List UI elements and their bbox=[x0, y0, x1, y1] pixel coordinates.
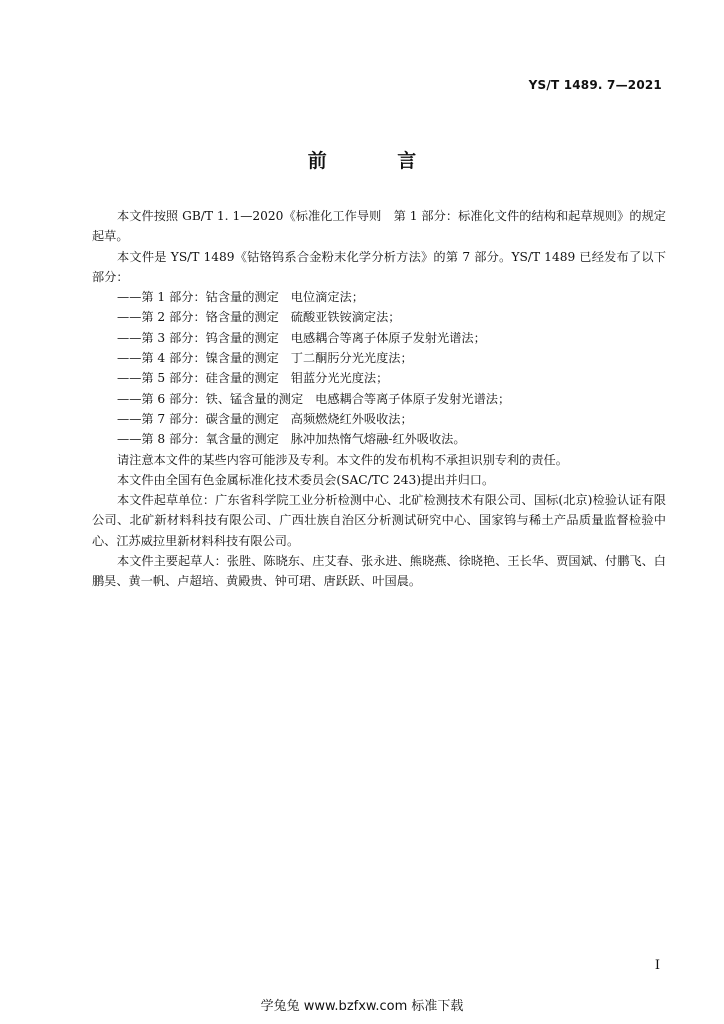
drafting-rule-paragraph: 本文件按照 GB/T 1. 1—2020《标准化工作导则 第 1 部分：标准化文件的结构和起草规则》的规定起草。 bbox=[92, 209, 666, 244]
footer-watermark: 学兔兔 www.bzfxw.com 标准下载 bbox=[260, 999, 464, 1014]
part-list-item: ——第 7 部分：碳含量的测定 高频燃烧红外吸收法； bbox=[117, 411, 413, 426]
proposer-paragraph: 本文件由全国有色金属标准化技术委员会(SAC/TC 243)提出并归口。 bbox=[117, 472, 495, 487]
drafters-paragraph: 本文件主要起草人：张胜、陈晓东、庄艾春、张永进、熊晓燕、徐晓艳、王长华、贾国斌、付鹏飞、白鹏昊、黄一帆、卢超培、黄殿贵、钟可珺、唐跃跃、叶国晨。 bbox=[92, 554, 666, 589]
page-title: 前 言 bbox=[307, 150, 449, 172]
part-list-item: ——第 6 部分：铁、锰含量的测定 电感耦合等离子体原子发射光谱法； bbox=[117, 391, 511, 406]
part-list-item: ——第 1 部分：钴含量的测定 电位滴定法； bbox=[117, 290, 364, 305]
part-list-item: ——第 4 部分：镍含量的测定 丁二酮肟分光光度法； bbox=[117, 351, 413, 366]
part-list-item: ——第 5 部分：硅含量的测定 钼蓝分光光度法； bbox=[117, 371, 389, 386]
page-number: I bbox=[654, 958, 660, 973]
patent-notice-paragraph: 请注意本文件的某些内容可能涉及专利。本文件的发布机构不承担识别专利的责任。 bbox=[117, 452, 568, 467]
part-list-item: ——第 3 部分：钨含量的测定 电感耦合等离子体原子发射光谱法； bbox=[117, 330, 486, 345]
series-paragraph: 本文件是 YS/T 1489《钴铬钨系合金粉末化学分析方法》的第 7 部分。YS/T 1489 已经发布了以下部分： bbox=[92, 249, 666, 284]
document-body bbox=[92, 206, 666, 592]
standard-code: YS/T 1489. 7—2021 bbox=[528, 78, 662, 92]
part-list-item: ——第 2 部分：铬含量的测定 硫酸亚铁铵滴定法； bbox=[117, 310, 401, 325]
drafting-units-paragraph: 本文件起草单位：广东省科学院工业分析检测中心、北矿检测技术有限公司、国标(北京)检验认证有限公司、北矿新材料科技有限公司、广西壮族自治区分析测试研究中心、国家钨与稀土产品质量监督检验中心、江苏威拉里新材料科技有限公司。 bbox=[92, 493, 666, 548]
part-list-item: ——第 8 部分：氧含量的测定 脉冲加热惰气熔融-红外吸收法。 bbox=[117, 432, 466, 447]
